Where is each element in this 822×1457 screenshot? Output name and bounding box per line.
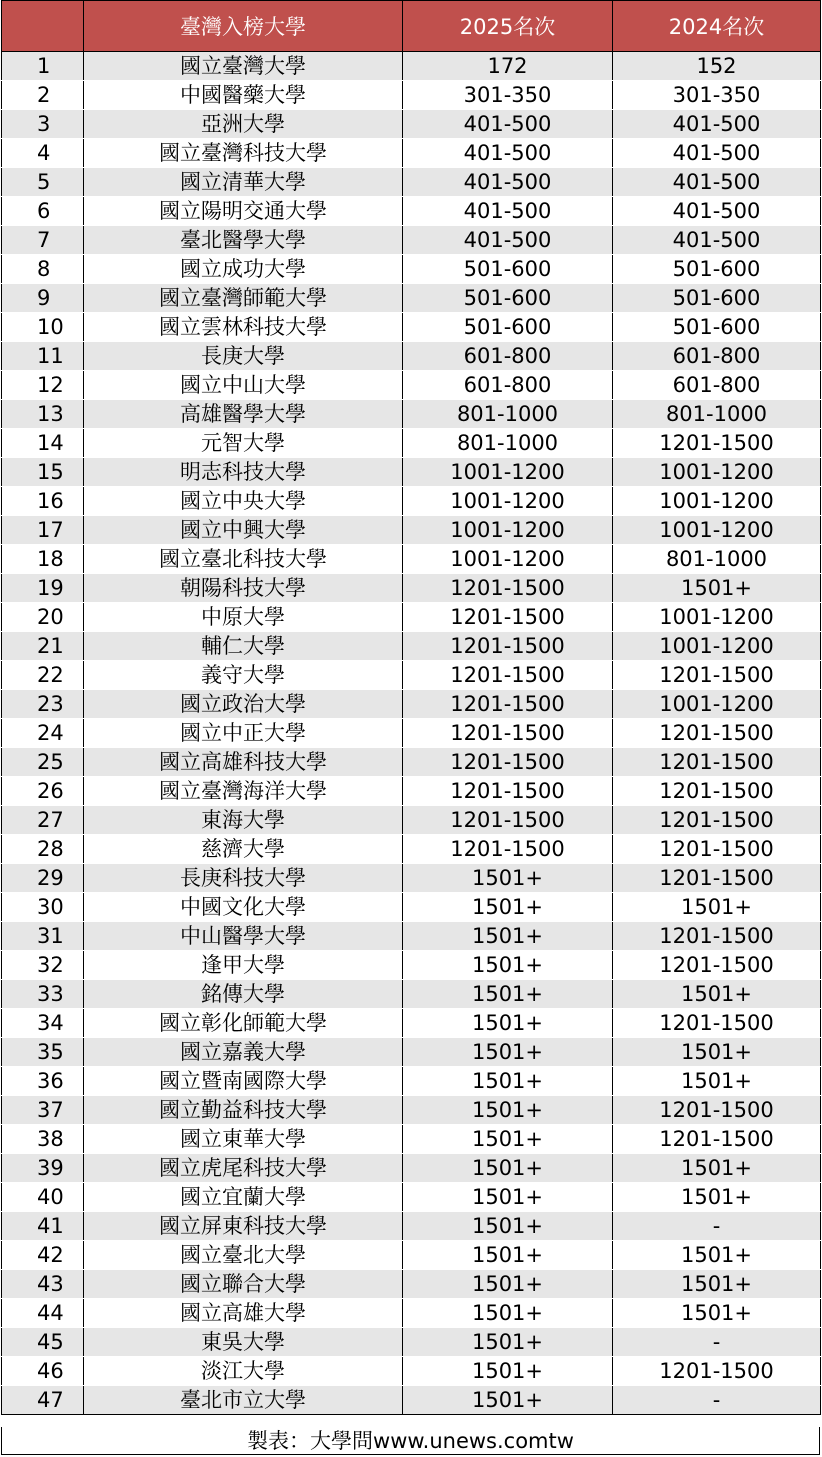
rank-2025-cell: 1501+ xyxy=(403,1241,613,1270)
table-row xyxy=(2,516,821,545)
rank-number-cell: 29 xyxy=(2,864,84,893)
rank-2025-cell: 1201-1500 xyxy=(403,719,613,748)
table-row xyxy=(2,110,821,139)
table-row xyxy=(2,342,821,371)
university-name-cell: 明志科技大學 xyxy=(84,458,403,487)
rank-2024-cell: 1501+ xyxy=(613,1241,821,1270)
rank-2025-cell: 1201-1500 xyxy=(403,661,613,690)
table-row xyxy=(2,951,821,980)
rank-number-cell: 11 xyxy=(2,342,84,371)
university-name-cell: 國立東華大學 xyxy=(84,1125,403,1154)
table-credit: 製表：大學問www.unews.comtw xyxy=(1,1427,820,1455)
rank-2025-cell: 1501+ xyxy=(403,922,613,951)
rank-2024-cell: 601-800 xyxy=(613,371,821,400)
university-name-cell: 國立高雄科技大學 xyxy=(84,748,403,777)
university-name-cell: 國立勤益科技大學 xyxy=(84,1096,403,1125)
university-name-cell: 國立陽明交通大學 xyxy=(84,197,403,226)
rank-2025-cell: 1501+ xyxy=(403,1183,613,1212)
rank-2025-cell: 1501+ xyxy=(403,1386,613,1415)
rank-2024-cell: 1201-1500 xyxy=(613,951,821,980)
rank-2024-cell: 1201-1500 xyxy=(613,1096,821,1125)
rank-2025-cell: 601-800 xyxy=(403,342,613,371)
rank-number-cell: 15 xyxy=(2,458,84,487)
rank-2025-cell: 1501+ xyxy=(403,1009,613,1038)
rank-number-cell: 13 xyxy=(2,400,84,429)
rank-number-cell: 36 xyxy=(2,1067,84,1096)
table-row xyxy=(2,864,821,893)
table-row xyxy=(2,1386,821,1415)
university-name-cell: 國立彰化師範大學 xyxy=(84,1009,403,1038)
rank-2025-cell: 1501+ xyxy=(403,1270,613,1299)
rank-number-cell: 28 xyxy=(2,835,84,864)
table-row xyxy=(2,1038,821,1067)
rank-2024-cell: 501-600 xyxy=(613,284,821,313)
table-row xyxy=(2,1009,821,1038)
university-name-cell: 高雄醫學大學 xyxy=(84,400,403,429)
rank-number-cell: 7 xyxy=(2,226,84,255)
rank-2024-cell: 401-500 xyxy=(613,226,821,255)
rank-2024-cell: 1201-1500 xyxy=(613,661,821,690)
rank-number-cell: 22 xyxy=(2,661,84,690)
university-name-cell: 國立虎尾科技大學 xyxy=(84,1154,403,1183)
rank-2025-cell: 1201-1500 xyxy=(403,748,613,777)
university-name-cell: 輔仁大學 xyxy=(84,632,403,661)
rank-2024-cell: - xyxy=(613,1212,821,1241)
table-row xyxy=(2,1154,821,1183)
rank-2025-cell: 1501+ xyxy=(403,893,613,922)
table-row xyxy=(2,197,821,226)
rank-2025-cell: 801-1000 xyxy=(403,400,613,429)
rank-2025-cell: 1001-1200 xyxy=(403,487,613,516)
header-university: 臺灣入榜大學 xyxy=(84,1,403,52)
table-row xyxy=(2,52,821,81)
table-row xyxy=(2,1096,821,1125)
university-name-cell: 亞洲大學 xyxy=(84,110,403,139)
rank-number-cell: 40 xyxy=(2,1183,84,1212)
university-name-cell: 國立臺北科技大學 xyxy=(84,545,403,574)
rank-number-cell: 19 xyxy=(2,574,84,603)
rank-number-cell: 39 xyxy=(2,1154,84,1183)
rank-2025-cell: 1001-1200 xyxy=(403,458,613,487)
rank-2024-cell: 1501+ xyxy=(613,574,821,603)
table-row xyxy=(2,719,821,748)
university-name-cell: 中山醫學大學 xyxy=(84,922,403,951)
rank-2025-cell: 501-600 xyxy=(403,313,613,342)
table-row xyxy=(2,1212,821,1241)
table-row xyxy=(2,1328,821,1357)
rank-number-cell: 45 xyxy=(2,1328,84,1357)
rank-2025-cell: 401-500 xyxy=(403,139,613,168)
rank-2025-cell: 1201-1500 xyxy=(403,690,613,719)
rank-2024-cell: 1501+ xyxy=(613,1038,821,1067)
rank-number-cell: 12 xyxy=(2,371,84,400)
rank-2025-cell: 1501+ xyxy=(403,864,613,893)
table-row xyxy=(2,632,821,661)
university-name-cell: 國立暨南國際大學 xyxy=(84,1067,403,1096)
rank-number-cell: 20 xyxy=(2,603,84,632)
table-row xyxy=(2,371,821,400)
rank-2024-cell: 1201-1500 xyxy=(613,777,821,806)
university-name-cell: 元智大學 xyxy=(84,429,403,458)
table-row xyxy=(2,1183,821,1212)
table-row xyxy=(2,313,821,342)
rank-number-cell: 2 xyxy=(2,81,84,110)
university-name-cell: 淡江大學 xyxy=(84,1357,403,1386)
table-row xyxy=(2,284,821,313)
university-name-cell: 國立中山大學 xyxy=(84,371,403,400)
rank-number-cell: 17 xyxy=(2,516,84,545)
university-name-cell: 國立臺灣大學 xyxy=(84,52,403,81)
rank-2025-cell: 1201-1500 xyxy=(403,603,613,632)
university-ranking-table xyxy=(1,0,821,1415)
table-row xyxy=(2,1299,821,1328)
university-name-cell: 國立屏東科技大學 xyxy=(84,1212,403,1241)
rank-2025-cell: 1501+ xyxy=(403,1299,613,1328)
rank-2024-cell: 1001-1200 xyxy=(613,487,821,516)
rank-2025-cell: 1501+ xyxy=(403,1212,613,1241)
rank-number-cell: 38 xyxy=(2,1125,84,1154)
rank-2025-cell: 172 xyxy=(403,52,613,81)
rank-number-cell: 18 xyxy=(2,545,84,574)
rank-2024-cell: 301-350 xyxy=(613,81,821,110)
table-row xyxy=(2,806,821,835)
table-body xyxy=(2,52,821,1415)
university-name-cell: 朝陽科技大學 xyxy=(84,574,403,603)
rank-2024-cell: 501-600 xyxy=(613,255,821,284)
university-name-cell: 國立中興大學 xyxy=(84,516,403,545)
rank-2024-cell: 1501+ xyxy=(613,1270,821,1299)
rank-2025-cell: 401-500 xyxy=(403,110,613,139)
rank-number-cell: 47 xyxy=(2,1386,84,1415)
table-row xyxy=(2,226,821,255)
table-row xyxy=(2,255,821,284)
rank-2025-cell: 401-500 xyxy=(403,197,613,226)
rank-2025-cell: 1501+ xyxy=(403,1067,613,1096)
rank-2025-cell: 501-600 xyxy=(403,255,613,284)
table-row xyxy=(2,168,821,197)
university-name-cell: 銘傳大學 xyxy=(84,980,403,1009)
table-row xyxy=(2,458,821,487)
rank-number-cell: 16 xyxy=(2,487,84,516)
rank-2024-cell: 152 xyxy=(613,52,821,81)
rank-2025-cell: 1501+ xyxy=(403,1328,613,1357)
table-row xyxy=(2,922,821,951)
rank-2025-cell: 1501+ xyxy=(403,1096,613,1125)
rank-number-cell: 31 xyxy=(2,922,84,951)
university-name-cell: 國立臺灣海洋大學 xyxy=(84,777,403,806)
header-row xyxy=(2,1,821,52)
university-name-cell: 國立臺灣師範大學 xyxy=(84,284,403,313)
rank-number-cell: 25 xyxy=(2,748,84,777)
university-name-cell: 國立嘉義大學 xyxy=(84,1038,403,1067)
rank-number-cell: 43 xyxy=(2,1270,84,1299)
rank-number-cell: 6 xyxy=(2,197,84,226)
university-name-cell: 國立雲林科技大學 xyxy=(84,313,403,342)
rank-number-cell: 30 xyxy=(2,893,84,922)
header-rank-number xyxy=(2,1,84,52)
rank-number-cell: 33 xyxy=(2,980,84,1009)
rank-2024-cell: 401-500 xyxy=(613,197,821,226)
rank-2024-cell: 1001-1200 xyxy=(613,516,821,545)
rank-2025-cell: 1201-1500 xyxy=(403,632,613,661)
rank-2024-cell: 1501+ xyxy=(613,893,821,922)
table-row xyxy=(2,1241,821,1270)
university-name-cell: 長庚科技大學 xyxy=(84,864,403,893)
rank-number-cell: 41 xyxy=(2,1212,84,1241)
rank-2025-cell: 1001-1200 xyxy=(403,545,613,574)
rank-2025-cell: 1501+ xyxy=(403,1038,613,1067)
rank-2024-cell: 801-1000 xyxy=(613,400,821,429)
university-name-cell: 長庚大學 xyxy=(84,342,403,371)
rank-2024-cell: 1201-1500 xyxy=(613,864,821,893)
rank-2025-cell: 1201-1500 xyxy=(403,835,613,864)
university-name-cell: 國立成功大學 xyxy=(84,255,403,284)
rank-2024-cell: 401-500 xyxy=(613,139,821,168)
rank-2025-cell: 501-600 xyxy=(403,284,613,313)
table-header xyxy=(2,1,821,52)
header-rank-2024: 2024名次 xyxy=(613,1,821,52)
rank-2024-cell: - xyxy=(613,1328,821,1357)
rank-number-cell: 26 xyxy=(2,777,84,806)
university-name-cell: 義守大學 xyxy=(84,661,403,690)
rank-2024-cell: 1201-1500 xyxy=(613,1125,821,1154)
rank-2025-cell: 601-800 xyxy=(403,371,613,400)
rank-number-cell: 37 xyxy=(2,1096,84,1125)
rank-2024-cell: - xyxy=(613,1386,821,1415)
university-name-cell: 國立中正大學 xyxy=(84,719,403,748)
rank-2024-cell: 1201-1500 xyxy=(613,1357,821,1386)
table-row xyxy=(2,487,821,516)
rank-2024-cell: 601-800 xyxy=(613,342,821,371)
rank-2025-cell: 1201-1500 xyxy=(403,574,613,603)
rank-2025-cell: 1501+ xyxy=(403,1125,613,1154)
rank-2024-cell: 1501+ xyxy=(613,1067,821,1096)
rank-number-cell: 3 xyxy=(2,110,84,139)
university-name-cell: 國立高雄大學 xyxy=(84,1299,403,1328)
table-row xyxy=(2,1125,821,1154)
rank-2025-cell: 1501+ xyxy=(403,1357,613,1386)
university-name-cell: 逢甲大學 xyxy=(84,951,403,980)
university-name-cell: 國立清華大學 xyxy=(84,168,403,197)
rank-2024-cell: 1201-1500 xyxy=(613,1009,821,1038)
table-row xyxy=(2,1067,821,1096)
header-rank-2025: 2025名次 xyxy=(403,1,613,52)
rank-2024-cell: 1001-1200 xyxy=(613,632,821,661)
rank-2024-cell: 1001-1200 xyxy=(613,603,821,632)
table-row xyxy=(2,1270,821,1299)
university-name-cell: 國立臺北大學 xyxy=(84,1241,403,1270)
university-name-cell: 東海大學 xyxy=(84,806,403,835)
table-row xyxy=(2,1357,821,1386)
rank-number-cell: 10 xyxy=(2,313,84,342)
table-row xyxy=(2,574,821,603)
rank-number-cell: 9 xyxy=(2,284,84,313)
rank-number-cell: 8 xyxy=(2,255,84,284)
rank-number-cell: 34 xyxy=(2,1009,84,1038)
table-row xyxy=(2,81,821,110)
rank-number-cell: 35 xyxy=(2,1038,84,1067)
rank-2024-cell: 1201-1500 xyxy=(613,806,821,835)
table-row xyxy=(2,429,821,458)
table-row xyxy=(2,748,821,777)
university-name-cell: 中原大學 xyxy=(84,603,403,632)
university-name-cell: 東吳大學 xyxy=(84,1328,403,1357)
university-name-cell: 國立政治大學 xyxy=(84,690,403,719)
rank-2025-cell: 1201-1500 xyxy=(403,806,613,835)
university-name-cell: 國立臺灣科技大學 xyxy=(84,139,403,168)
rank-number-cell: 1 xyxy=(2,52,84,81)
rank-number-cell: 42 xyxy=(2,1241,84,1270)
rank-2024-cell: 1501+ xyxy=(613,1154,821,1183)
table-row xyxy=(2,893,821,922)
rank-2024-cell: 1501+ xyxy=(613,980,821,1009)
university-name-cell: 中國醫藥大學 xyxy=(84,81,403,110)
table-row xyxy=(2,545,821,574)
rank-2024-cell: 501-600 xyxy=(613,313,821,342)
rank-2025-cell: 1001-1200 xyxy=(403,516,613,545)
rank-number-cell: 23 xyxy=(2,690,84,719)
rank-2024-cell: 1201-1500 xyxy=(613,922,821,951)
rank-2024-cell: 1201-1500 xyxy=(613,719,821,748)
university-name-cell: 國立宜蘭大學 xyxy=(84,1183,403,1212)
rank-2024-cell: 1201-1500 xyxy=(613,835,821,864)
university-name-cell: 中國文化大學 xyxy=(84,893,403,922)
rank-number-cell: 5 xyxy=(2,168,84,197)
table-row xyxy=(2,139,821,168)
rank-2024-cell: 801-1000 xyxy=(613,545,821,574)
rank-2025-cell: 401-500 xyxy=(403,168,613,197)
rank-2024-cell: 1001-1200 xyxy=(613,458,821,487)
rank-number-cell: 32 xyxy=(2,951,84,980)
university-name-cell: 臺北醫學大學 xyxy=(84,226,403,255)
rank-2024-cell: 1001-1200 xyxy=(613,690,821,719)
rank-2025-cell: 1501+ xyxy=(403,1154,613,1183)
table-row xyxy=(2,777,821,806)
table-row xyxy=(2,603,821,632)
rank-2024-cell: 401-500 xyxy=(613,110,821,139)
university-name-cell: 臺北市立大學 xyxy=(84,1386,403,1415)
table-row xyxy=(2,835,821,864)
university-name-cell: 國立聯合大學 xyxy=(84,1270,403,1299)
rank-2024-cell: 1501+ xyxy=(613,1183,821,1212)
table-row xyxy=(2,690,821,719)
table-row xyxy=(2,980,821,1009)
rank-2025-cell: 401-500 xyxy=(403,226,613,255)
rank-2024-cell: 401-500 xyxy=(613,168,821,197)
rank-2025-cell: 1501+ xyxy=(403,980,613,1009)
rank-2025-cell: 301-350 xyxy=(403,81,613,110)
rank-2024-cell: 1201-1500 xyxy=(613,429,821,458)
rank-number-cell: 4 xyxy=(2,139,84,168)
table-row xyxy=(2,400,821,429)
rank-2024-cell: 1501+ xyxy=(613,1299,821,1328)
rank-number-cell: 14 xyxy=(2,429,84,458)
rank-number-cell: 27 xyxy=(2,806,84,835)
table-row xyxy=(2,661,821,690)
university-name-cell: 慈濟大學 xyxy=(84,835,403,864)
rank-2024-cell: 1201-1500 xyxy=(613,748,821,777)
rank-number-cell: 24 xyxy=(2,719,84,748)
rank-number-cell: 21 xyxy=(2,632,84,661)
rank-2025-cell: 801-1000 xyxy=(403,429,613,458)
rank-2025-cell: 1501+ xyxy=(403,951,613,980)
rank-2025-cell: 1201-1500 xyxy=(403,777,613,806)
university-name-cell: 國立中央大學 xyxy=(84,487,403,516)
rank-number-cell: 44 xyxy=(2,1299,84,1328)
rank-number-cell: 46 xyxy=(2,1357,84,1386)
